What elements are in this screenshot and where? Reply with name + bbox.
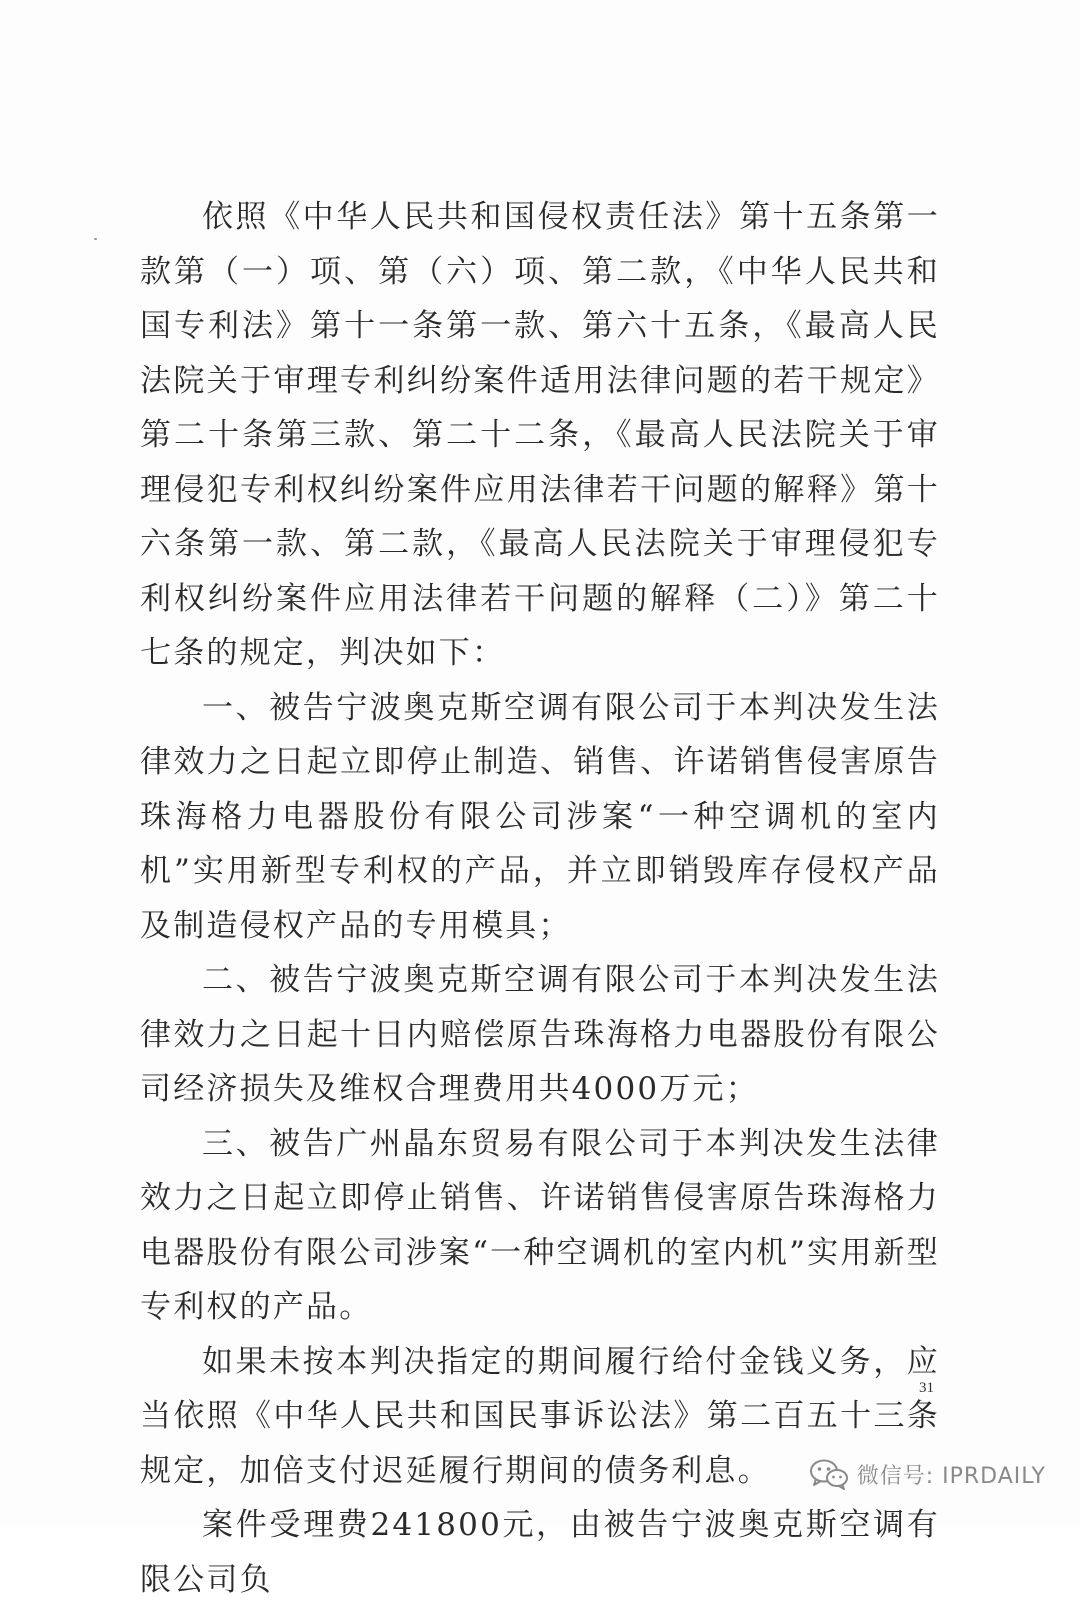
paragraph-case-fee: 案件受理费241800元，由被告宁波奥克斯空调有限公司负: [140, 1507, 940, 1598]
scan-speck: [94, 238, 97, 240]
paragraph-late-payment: 如果未按本判决指定的期间履行给付金钱义务，应当依照《中华人民共和国民事诉讼法》第二百五十三条规定，加倍支付迟延履行期间的债务利息。: [140, 1343, 940, 1489]
paragraph-ruling-1: 一、被告宁波奥克斯空调有限公司于本判决发生法律效力之日起立即停止制造、销售、许诺销售侵害原告珠海格力电器股份有限公司涉案“一种空调机的室内机”实用新型专利权的产品，并立即销毁库存侵权产品及制造侵权产品的专用模具；: [140, 689, 940, 944]
page-number: 31: [919, 1380, 934, 1396]
paragraph-ruling-2: 二、被告宁波奥克斯空调有限公司于本判决发生法律效力之日起十日内赔偿原告珠海格力电器股份有限公司经济损失及维权合理费用共4000万元；: [140, 962, 940, 1107]
paragraph-legal-basis: 依照《中华人民共和国侵权责任法》第十五条第一款第（一）项、第（六）项、第二款，《中华人民共和国专利法》第十一条第一款、第六十五条，《最高人民法院关于审理专利纠纷案件适用法律问题的若干规定》第二十条第三款、第二十二条，《最高人民法院关于审理侵犯专利权纠纷案件应用法律若干问题的解释》第十六条第一款、第二款，《最高人民法院关于审理侵犯专利权纠纷案件应用法律若干问题的解释（二）》第二十七条的规定，判决如下：: [140, 199, 940, 671]
watermark-text: 微信号: IPRDAILY: [856, 1463, 1046, 1489]
wechat-watermark: [809, 1458, 1046, 1490]
judgment-text: [140, 190, 940, 1607]
paragraph-ruling-3: 三、被告广州晶东贸易有限公司于本判决发生法律效力之日起立即停止销售、许诺销售侵害原告珠海格力电器股份有限公司涉案“一种空调机的室内机”实用新型专利权的产品。: [140, 1125, 940, 1325]
wechat-icon: [809, 1458, 849, 1490]
